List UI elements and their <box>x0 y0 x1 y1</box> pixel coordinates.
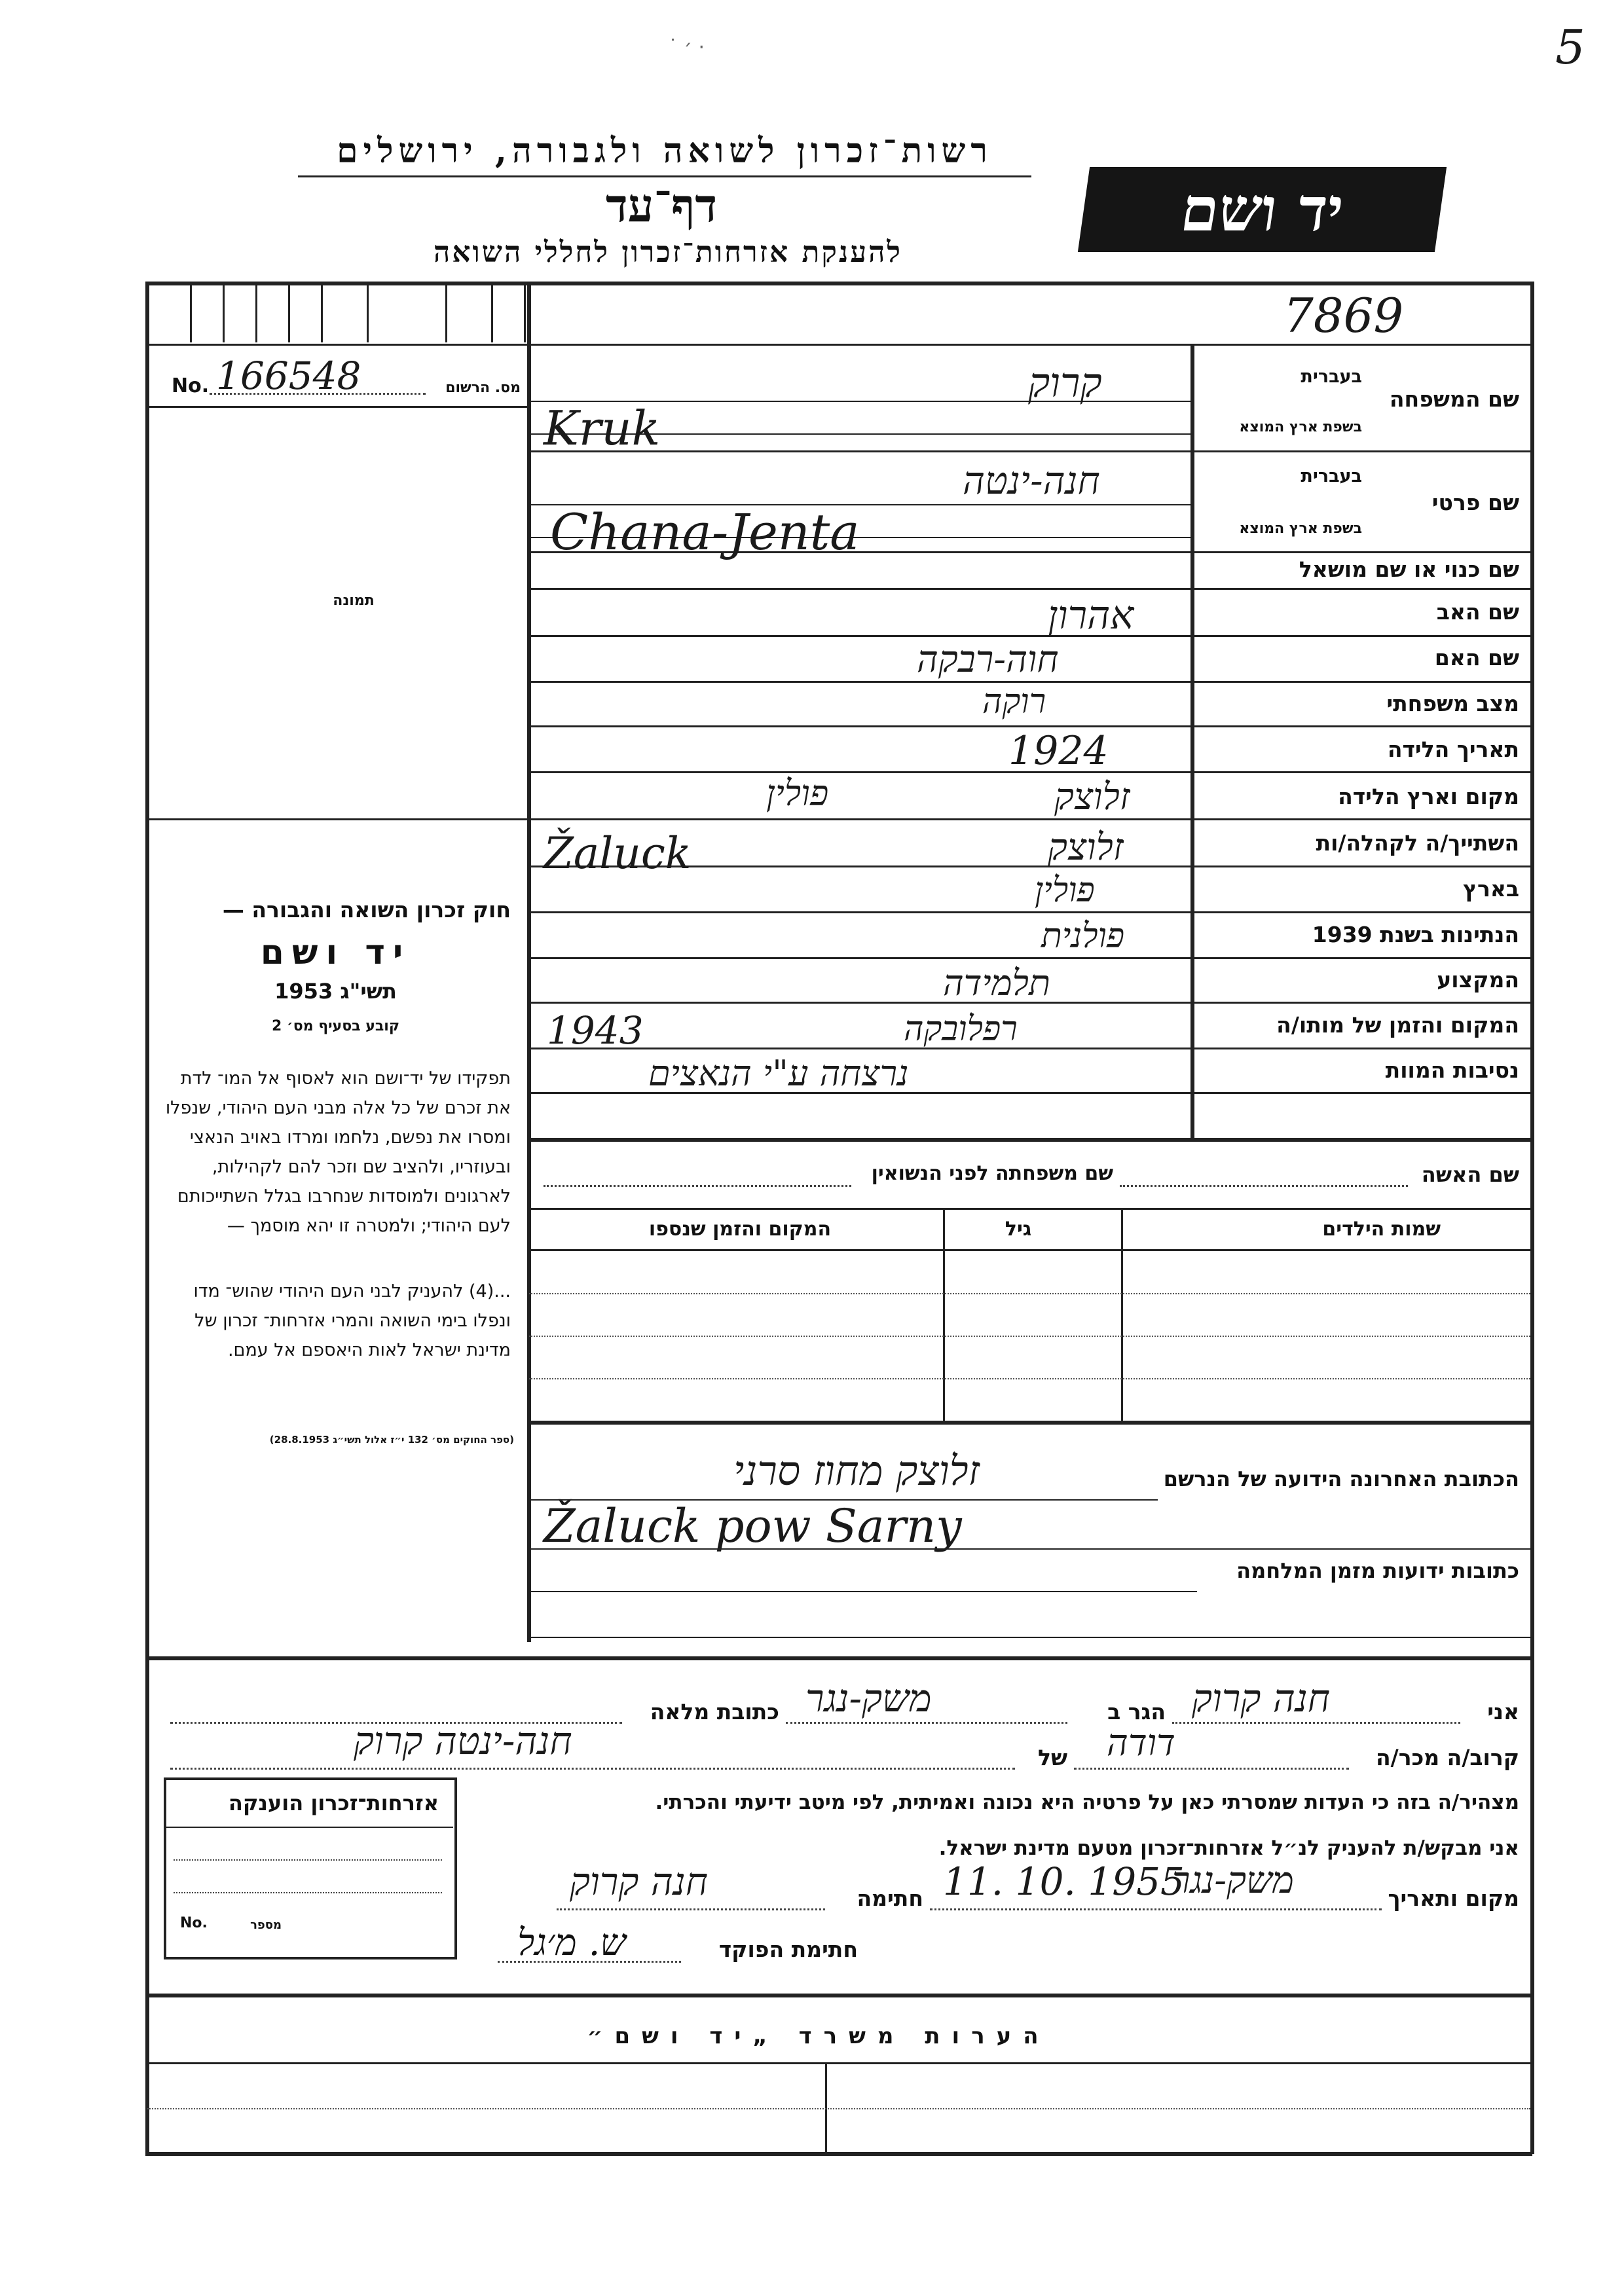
first-hebrew-label: בעברית <box>1301 466 1362 486</box>
wife-label: שם האשה <box>1421 1162 1519 1187</box>
citizenship-box-dots-1 <box>174 1859 442 1861</box>
citizenship-1939-value: פולנית <box>1041 917 1125 956</box>
tick-5 <box>321 283 323 342</box>
tick-1 <box>190 283 192 342</box>
tick-4 <box>288 283 290 342</box>
record-number: 7869 <box>1283 288 1404 343</box>
first-name-origin: Chana-Jenta <box>550 503 860 561</box>
registration-no-label: No. <box>172 374 210 397</box>
family-name-hebrew: קרוק <box>1028 359 1102 407</box>
address-bottom <box>147 1656 1530 1660</box>
father-label: שם האב <box>1436 599 1519 625</box>
death-circumstances-label: נסיבות המוות <box>1385 1057 1519 1083</box>
death-place-label: המקום והזמן של מותו/ה <box>1276 1012 1519 1038</box>
last-address-hebrew: זלוצק מחוז סרני <box>733 1447 980 1495</box>
statement-2: אני מבקש/ת להעניק לנ״ל אזרחות־זכרון מטעם מדינת ישראל. <box>938 1836 1519 1860</box>
yad-vashem-logo <box>1078 167 1447 252</box>
law-section: קובע בסעיף מס׳ 2 <box>271 1018 400 1034</box>
profession-value: תלמידה <box>943 962 1050 1004</box>
of-label: של <box>1038 1745 1067 1770</box>
authority-name: רשות־זכרון לשואה ולגבורה, ירושלים <box>337 131 993 171</box>
tick-6 <box>367 283 369 342</box>
full-address-label: כתובת מלאה <box>650 1699 779 1724</box>
tick-7 <box>445 283 447 342</box>
children-header-names: שמות הילדים <box>1322 1218 1441 1241</box>
children-col-1 <box>943 1208 945 1421</box>
photo-box-bottom <box>147 818 527 820</box>
law-year: תשי"ג 1953 <box>274 979 397 1004</box>
nickname-label: שם כנוי או שם מושאל <box>1299 556 1519 582</box>
address-line-4 <box>529 1637 1530 1638</box>
top-row-line <box>147 344 1530 346</box>
tick-8 <box>491 283 493 342</box>
form-subtitle: להענקת אזרחות־זכרון לחללי השואה <box>433 236 902 269</box>
declarant-dots <box>1172 1722 1460 1724</box>
family-name-label: שם המשפחה <box>1389 386 1519 412</box>
resides-value: משק-נגר <box>805 1676 932 1721</box>
wife-dots <box>1120 1185 1408 1187</box>
children-row-2 <box>529 1336 1530 1337</box>
spouse-line <box>529 1208 1530 1210</box>
tick-3 <box>255 283 257 342</box>
mother-value: חוה-רבקה <box>917 638 1059 681</box>
family-name-origin: Kruk <box>544 401 661 456</box>
registration-line <box>147 406 527 408</box>
statement-1: מצהיר/ה בזה כי העדות שמסרתי כאן על פרטיה היא נכונה ואמיתית, לפי מיטב ידיעתי והכרתי. <box>655 1791 1519 1814</box>
row-line-3 <box>529 588 1530 590</box>
declarant-label: אני <box>1487 1699 1519 1724</box>
form-title: דף־עד <box>605 178 717 232</box>
birth-place-value: זלוצק <box>1054 776 1130 818</box>
death-year-value: 1943 <box>547 1008 644 1053</box>
row-line-1 <box>529 450 1530 452</box>
label-column-divider <box>1190 346 1194 1138</box>
row-line-10 <box>529 911 1530 913</box>
children-header-age: גיל <box>1005 1218 1032 1241</box>
first-name-label: שם פרטי <box>1431 490 1519 515</box>
row-line-8 <box>529 818 1530 820</box>
citizenship-box-no-label: No. <box>180 1915 208 1931</box>
maiden-dots <box>544 1185 851 1187</box>
address-line-3 <box>529 1591 1197 1592</box>
address-line-1 <box>529 1499 1158 1501</box>
family-hebrew-label: בעברית <box>1301 367 1362 387</box>
of-dots <box>170 1768 1015 1770</box>
registration-label: מס. הרשום <box>445 380 521 396</box>
signature-dots <box>557 1908 825 1910</box>
row-line-11 <box>529 957 1530 959</box>
remarks-line-2 <box>147 2108 1530 2109</box>
place-value: משק-נגר <box>1172 1859 1294 1902</box>
place-date-dots <box>930 1908 1382 1910</box>
frame-bottom <box>145 2152 1532 2156</box>
scan-specks: ˙ ׳ · <box>668 36 705 59</box>
death-place-value: רפלובקה <box>904 1010 1018 1049</box>
citizenship-box-number-label: מספר <box>250 1918 282 1932</box>
relative-dots <box>1074 1768 1349 1770</box>
law-clause: ...(4) להעניק לבני העם היהודי שהוש־ מדו ונפלו בימי השואה והמרי אזרחות־ זכרון של מדינת ישראל לאות היאספם אל עמם. <box>193 1281 511 1360</box>
last-address-latin: Žaluck pow Sarny <box>544 1499 962 1553</box>
row-line-13 <box>529 1048 1530 1049</box>
resides-label: הגר ב <box>1107 1699 1166 1724</box>
row-line-15 <box>529 1138 1530 1142</box>
left-column-divider <box>527 283 531 1642</box>
frame-left <box>145 282 149 2154</box>
tick-9 <box>524 283 526 342</box>
community-value: זלוצק <box>1048 826 1124 869</box>
address-line-2 <box>529 1548 1530 1550</box>
frame-right <box>1530 282 1534 2154</box>
row-line-4 <box>529 635 1530 637</box>
birth-place-label: מקום וארץ הלידה <box>1338 784 1519 809</box>
marital-status-label: מצב משפחתי <box>1386 691 1519 716</box>
photo-label: תמונה <box>333 592 375 609</box>
community-latin: Žaluck <box>544 828 692 879</box>
authority-underline <box>298 175 1031 177</box>
maiden-label: שם משפחתה לפני הנשואין <box>871 1162 1113 1185</box>
registration-value: 166548 <box>216 354 361 398</box>
children-row-3 <box>529 1378 1530 1379</box>
law-text: תפקידו של יד־ושם הוא לאסוף אל המו־ לדת את זכרם של כל אלה מבני העם היהודי, שנפלו ומסרו את נפשם, נלחמו ומרדו באויב הנאצי ובעוזריו, ולהציב שם וזכר להם לקהילות, לארגונים ולמוסדות שנחרבו בגלל השתייכותם לעם היהודי; ולמטרה זו יהא מוסמך — <box>165 1068 511 1236</box>
date-value: 11. 10. 1955 <box>943 1859 1185 1904</box>
mother-label: שם האם <box>1434 645 1519 670</box>
last-address-label: הכתובת האחרונה הידועה של הנרשם <box>1163 1467 1519 1491</box>
law-citation: (ספר החוקים מס׳ 132 י״ז אלול תשי״ג 28.8.1953) <box>269 1434 514 1446</box>
children-header-line <box>529 1249 1530 1251</box>
of-value: חנה-ינטה קרוק <box>354 1719 572 1763</box>
birth-date-value: 1924 <box>1008 728 1109 774</box>
declarant-value: חנה קרוק <box>1192 1676 1331 1721</box>
remarks-line-1 <box>147 2062 1530 2064</box>
frame-top <box>145 282 1532 285</box>
relative-label: קרוב/ה מכר/ה <box>1376 1745 1519 1770</box>
relative-value: דודה <box>1107 1722 1175 1764</box>
remarks-top <box>147 1994 1530 1997</box>
signature-label: חתימה <box>857 1886 923 1911</box>
row-line-6 <box>529 725 1530 727</box>
birth-country-value: פולין <box>766 773 829 814</box>
children-col-2 <box>1121 1208 1123 1421</box>
father-value: אהרון <box>1048 592 1134 638</box>
first-origin-label: בשפת ארץ המוצא <box>1239 520 1362 537</box>
profession-label: המקצוע <box>1437 967 1519 993</box>
children-bottom <box>529 1421 1530 1425</box>
citizenship-box-line <box>165 1827 453 1828</box>
country-label: בארץ <box>1463 876 1519 902</box>
resides-dots <box>786 1722 1067 1724</box>
first-name-hebrew: חנה-ינטה <box>963 458 1100 503</box>
remarks-title: הערות משרד „יד ושם״ <box>587 2023 1050 2049</box>
wartime-address-label: כתובות ידועות מזמן המלחמה <box>1236 1558 1519 1583</box>
logo-text: יד ושם <box>1176 174 1348 245</box>
officer-signature: ש. מ׳גל <box>517 1922 627 1964</box>
children-header-place: המקום והזמן שנספו <box>648 1218 832 1241</box>
place-date-label: מקום ותאריך <box>1388 1886 1519 1911</box>
citizenship-1939-label: הנתינות בשנת 1939 <box>1312 922 1519 947</box>
citizenship-box-dots-2 <box>174 1892 442 1893</box>
community-label: השתייך/ה לקהלה/ות <box>1316 830 1519 856</box>
country-value: פולין <box>1035 871 1095 910</box>
officer-label: חתימת הפוקד <box>718 1937 858 1962</box>
page-number: 5 <box>1555 20 1585 75</box>
children-row-1 <box>529 1293 1530 1294</box>
birth-date-label: תאריך הלידה <box>1387 737 1519 762</box>
citizenship-box-title: אזרחות־זכרון הוענקה <box>228 1791 439 1815</box>
remarks-divider <box>825 2062 827 2152</box>
law-title: חוק זכרון השואה והגבורה — <box>222 897 511 922</box>
signature-value: חנה קרוק <box>570 1859 709 1904</box>
law-name: יד ושם <box>260 933 411 972</box>
family-origin-label: בשפת ארץ המוצא <box>1239 419 1362 435</box>
death-circumstances-value: נרצחה ע"י הנאצים <box>648 1053 909 1094</box>
marital-status-value: רוקה <box>982 682 1046 721</box>
tick-2 <box>223 283 225 342</box>
